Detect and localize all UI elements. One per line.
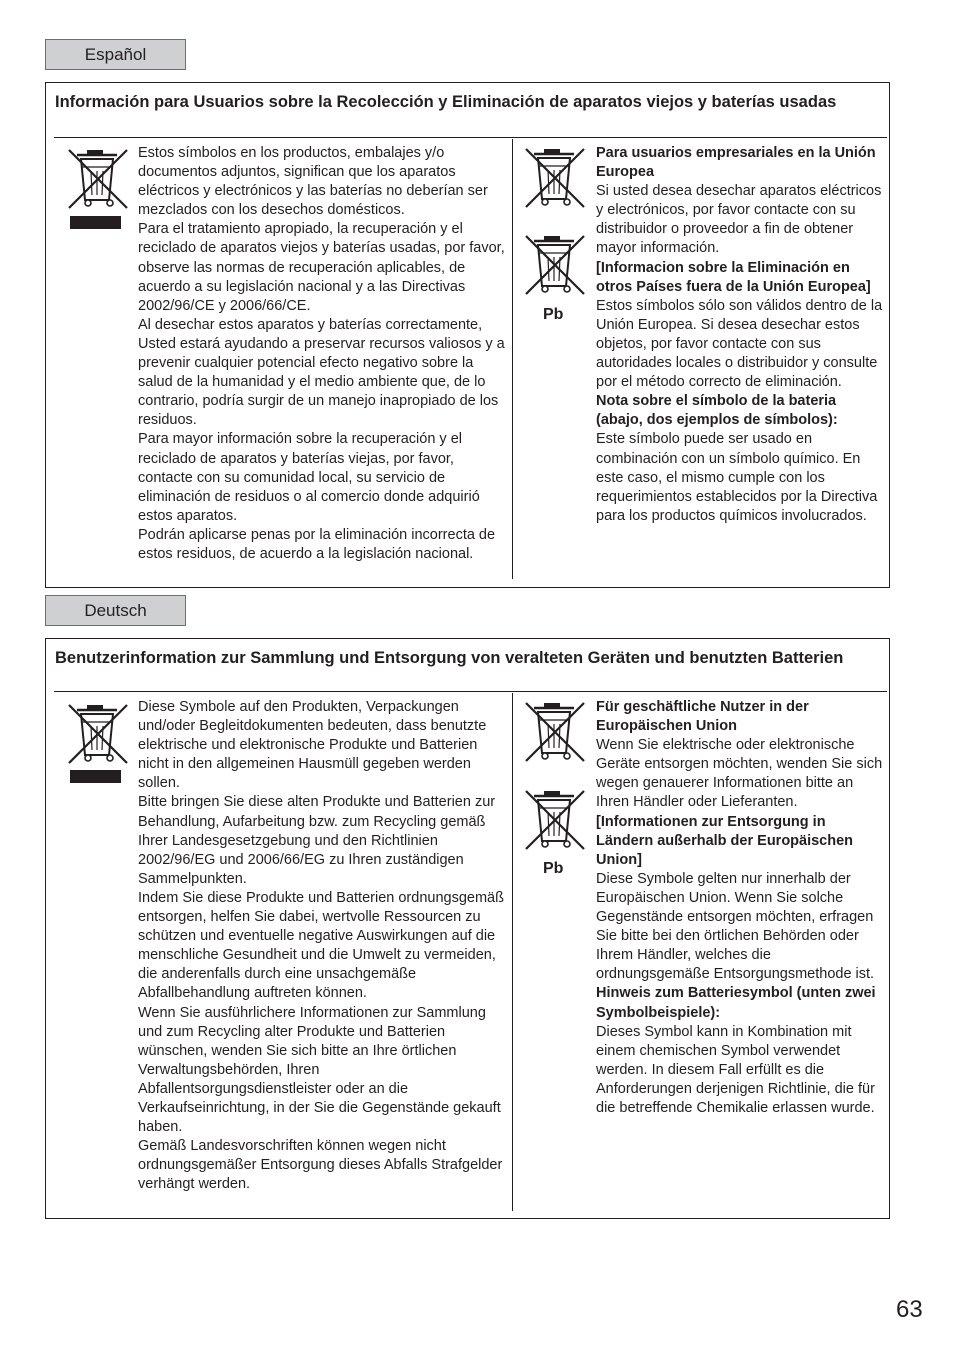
paragraph: Si usted desea desechar aparatos eléctricos y electrónicos, por favor contacte con su distribuidor o proveedor a fin de obtener mayor información. [596,183,882,257]
crossed-bin-icon [66,700,130,768]
subheading: [Informationen zur Entsorgung in Ländern außerhalb der Europäischen Union] [596,813,854,868]
crossed-bin-icon [523,146,587,210]
language-tab-espanol: Español [45,39,186,70]
language-tab-deutsch: Deutsch [45,595,186,626]
subheading: Für geschäftliche Nutzer in der Europäischen Union [596,699,809,735]
left-column-text [138,144,508,564]
paragraph: Wenn Sie elektrische oder elektronische Geräte entsorgen möchten, wenden Sie sich wegen genauerer Informationen bitte an Ihren Händler oder Lieferanten. [596,737,883,811]
paragraph: Gemäß Landesvorschriften können wegen nicht ordnungsgemäßer Entsorgung dieses Abfalls Strafgelder verhängt werden. [138,1138,503,1193]
paragraph: Al desechar estos aparatos y baterías correctamente, Usted estará ayudando a preservar recursos valiosos y a prevenir cualquier potencial efecto negativo sobre la salud de la humanidad y el medio ambiente que, de lo contrario, podría surgir de un manejo inapropiado de los residuos. [138,316,505,429]
crossed-bin-battery-icon [523,233,587,297]
paragraph: Podrán aplicarse penas por la eliminación incorrecta de estos residuos, de acuerdo a la legislación nacional. [138,526,496,562]
paragraph: Bitte bringen Sie diese alten Produkte und Batterien zur Behandlung, Aufarbeitung bzw. zum Recycling gemäß Ihrer Landesgesetzgebung und den Richtlinien 2002/96/EG und 2006/66/EG zu Ihren zuständigen Sammelpunkten. [138,794,496,887]
crossed-bin-battery-icon [523,788,587,852]
right-column-text [596,144,886,526]
crossed-bin-icon [66,145,130,213]
black-bar-mark [70,216,121,229]
subheading: Nota sobre el símbolo de la bateria (abajo, dos ejemplos de símbolos): [596,393,838,429]
paragraph: Dieses Symbol kann in Kombination mit einem chemischen Symbol verwendet werden. In diesem Fall erfüllt es die Anforderungen derjenigen Richtlinie, die für die betreffende Chemikalie erlassen wurde. [596,1023,875,1116]
section-title: Benutzerinformation zur Sammlung und Entsorgung von veralteten Geräten und benutzten Batterien [55,649,844,667]
paragraph: Para mayor información sobre la recuperación y el reciclado de aparatos y baterías viejas, por favor, contacte con su comunidad local, su servicio de eliminación de residuos o al comercio donde adquirió estos aparatos. [138,431,480,524]
paragraph: Wenn Sie ausführlichere Informationen zur Sammlung und zum Recycling alter Produkte und Batterien wünschen, wenden Sie sich bitte an Ihre örtlichen Verwaltungsbehörden, Ihren Abfallentsorgungsdienstleister oder an die Verkaufseinrichtung, in der Sie die Gegenstände gekauft haben. [138,1004,501,1136]
crossed-bin-icon [523,700,587,764]
section-title: Información para Usuarios sobre la Recolección y Eliminación de aparatos viejos y baterías usadas [55,93,837,111]
black-bar-mark [70,770,121,783]
title-divider [54,691,887,692]
column-divider [512,693,513,1211]
column-divider [512,139,513,579]
disposal-info-box-espanol [45,82,890,588]
chemical-symbol-label: Pb [543,860,564,877]
paragraph: Diese Symbole auf den Produkten, Verpackungen und/oder Begleitdokumenten bedeuten, dass benutzte elektrische und elektronische Produkte und Batterien nicht in den allgemeinen Hausmüll gegeben werden sollen. [138,699,487,792]
disposal-info-box-deutsch [45,638,890,1219]
title-divider [54,137,887,138]
paragraph: Estos símbolos sólo son válidos dentro de la Unión Europea. Si desea desechar estos objetos, por favor contacte con sus autoridades locales o distribuidor y consulte por el método correcto de eliminación. [596,297,883,391]
paragraph: Diese Symbole gelten nur innerhalb der Europäischen Union. Wenn Sie solche Gegenstände entsorgen möchten, erfragen Sie bitte bei den örtlichen Behörden oder Ihrem Händler, welches die ordnungsgemäße Entsorgungsmethode ist. [596,870,875,983]
subheading: [Informacion sobre la Eliminación en otros Países fuera de la Unión Europea] [596,259,871,295]
paragraph: Para el tratamiento apropiado, la recuperación y el reciclado de aparatos viejos y baterías usadas, por favor, observe las normas de recuperación aplicables, de acuerdo a su legislación nacional y a las Directivas 2002/96/CE y 2006/66/CE. [138,221,505,314]
right-column-text [596,698,886,1118]
paragraph: Indem Sie diese Produkte und Batterien ordnungsgemäß entsorgen, helfen Sie dabei, wertvolle Ressourcen zu schützen und eventuelle negative Auswirkungen auf die menschliche Gesundheit und die Umwelt zu vermeiden, die anderenfalls durch eine unsachgemäße Abfallbehandlung auftreten können. [138,889,504,1002]
paragraph: Estos símbolos en los productos, embalajes y/o documentos adjuntos, significan que los aparatos eléctricos y electrónicos y las baterías no deberían ser mezclados con los desechos domésticos. [138,145,488,219]
paragraph: Este símbolo puede ser usado en combinación con un símbolo químico. En este caso, el mismo cumple con los requerimientos establecidos por la Directiva para los productos químicos involucrados. [596,431,878,524]
chemical-symbol-label: Pb [543,306,564,323]
subheading: Hinweis zum Batteriesymbol (unten zwei Symbolbeispiele): [596,985,876,1021]
page-number: 63 [896,1296,923,1323]
left-column-text [138,698,508,1194]
subheading: Para usuarios empresariales en la Unión Europea [596,145,876,181]
